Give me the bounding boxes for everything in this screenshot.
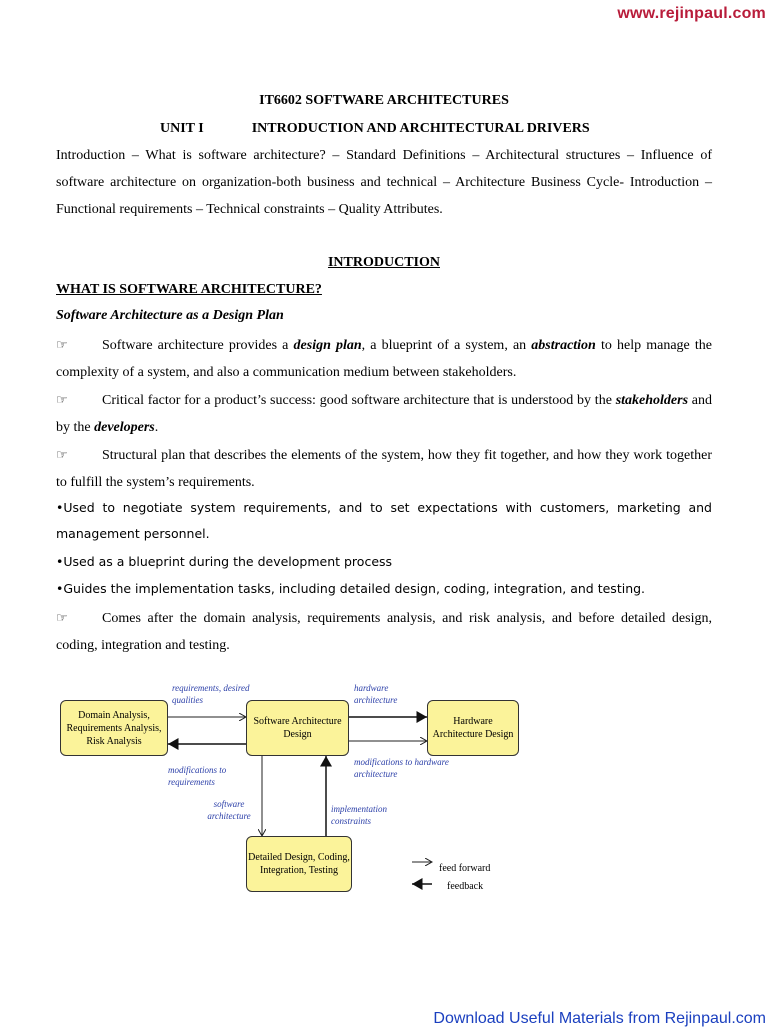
point-2 [56,386,712,441]
design-plan-subheading: Software Architecture as a Design Plan [56,308,284,323]
course-title: IT6602 SOFTWARE ARCHITECTURES [259,93,509,108]
point-4-text: Comes after the domain analysis, requirements analysis, and risk analysis, and before detailed design, coding, integration and testing. [56,611,712,653]
point-1-emph-abstraction: abstraction [531,338,596,353]
architecture-diagram [0,670,768,910]
legend-feed-forward: feed forward [439,863,491,874]
label-hardware-architecture: hardware architecture [354,683,398,705]
point-3-text: Structural plan that describes the elements of the system, how they fit together, and how they work together to fulfill the system’s requirements. [56,448,712,490]
box-detailed-design: Detailed Design, Coding, Integration, Testing [246,836,352,892]
point-1-text-c: , a blueprint of a system, an [361,338,532,353]
syllabus-text: Introduction – What is software architecture? – Standard Definitions – Architectural structures – Influence of software architecture on organization-both business and technical – Architecture Business Cycle- Introduction – Functional requirements – Technical constraints – Quality Attributes. [56,148,712,217]
watermark-link[interactable]: www.rejinpaul.com [617,5,766,22]
point-2-text-c: and by the [56,393,713,435]
intro-heading: INTRODUCTION [327,255,440,270]
point-1 [56,331,712,386]
label-modifications-hardware: modifications to hardware architecture [354,757,449,779]
label-modifications-requirements: modifications to requirements [168,765,227,787]
point-1-text-e: to help manage the complexity of a system, and also a communication medium between stakeholders. [56,338,712,380]
bullet-1: •Used to negotiate system requirements, and to set expectations with customers, marketing and management personnel. [56,500,712,541]
what-is-heading: WHAT IS SOFTWARE ARCHITECTURE? [56,282,322,297]
point-3 [56,441,712,496]
pointing-hand-icon: ☞ [56,337,68,352]
point-4 [56,604,712,659]
pointing-hand-icon: ☞ [56,610,68,625]
bullet-3: •Guides the implementation tasks, including detailed design, coding, integration, and testing. [56,581,646,596]
unit-title: INTRODUCTION AND ARCHITECTURAL DRIVERS [251,121,590,136]
pointing-hand-icon: ☞ [56,392,68,407]
footer-link[interactable]: Download Useful Materials from Rejinpaul.com [433,1010,766,1027]
box-software-architecture: Software Architecture Design [246,700,349,756]
point-1-text-a: Software architecture provides a [102,338,294,353]
unit-heading [160,121,590,137]
legend-feedback: feedback [447,881,484,892]
point-1-emph-design-plan: design plan [293,338,362,353]
bullet-2: •Used as a blueprint during the development process [56,554,393,569]
pointing-hand-icon: ☞ [56,447,68,462]
point-2-text-a: Critical factor for a product’s success: good software architecture that is understood by the [102,393,616,408]
label-software-architecture: software architecture [207,799,251,821]
label-requirements: requirements, desired qualities [172,683,250,705]
point-2-emph-developers: developers [94,420,155,435]
point-2-text-e: . [154,420,159,435]
unit-label: UNIT I [160,121,204,136]
box-domain-analysis: Domain Analysis, Requirements Analysis, Risk Analysis [60,700,168,756]
box-hardware-architecture: Hardware Architecture Design [427,700,519,756]
label-implementation-constraints: implementation constraints [331,804,387,826]
point-2-emph-stakeholders: stakeholders [615,393,689,408]
